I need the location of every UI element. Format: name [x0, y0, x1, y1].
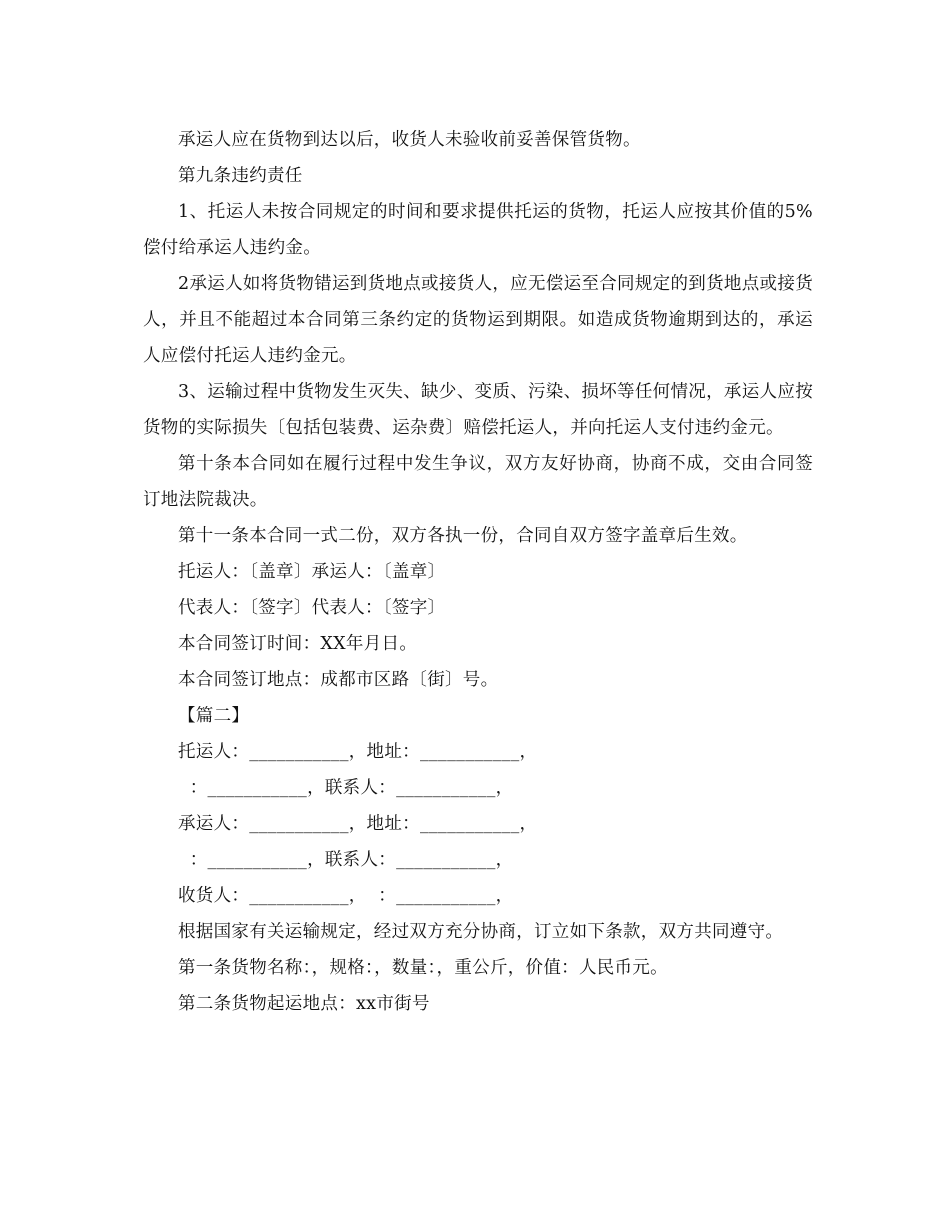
article-11-copies: 第十一条本合同一式二份，双方各执一份，合同自双方签字盖章后生效。 — [178, 526, 748, 546]
shipper-contact-line: ：___________，联系人：___________， — [178, 778, 514, 798]
paragraph-breach-3: 3、运输过程中货物发生灭失、缺少、变质、污染、损坏等任何情况，承运人应按货物的实际损失〔包括包装费、运杂费〕赔偿托运人，并向托运人支付违约金元。 — [143, 382, 813, 438]
carrier-line: 承运人：___________，地址：___________， — [178, 814, 538, 834]
signing-place: 本合同签订地点：成都市区路〔街〕号。 — [178, 670, 499, 690]
signature-representative-line: 代表人：〔签字〕代表人：〔签字〕 — [178, 598, 446, 618]
paragraph-breach-2: 2承运人如将货物错运到货地点或接货人，应无偿运至合同规定的到货地点或接货人，并且不能超过本合同第三条约定的货物运到期限。如造成货物逾期到达的，承运人应偿付托运人违约金元。 — [143, 274, 813, 366]
article-10-dispute: 第十条本合同如在履行过程中发生争议，双方友好协商，协商不成，交由合同签订地法院裁决。 — [143, 454, 813, 510]
section-2-heading: 【篇二】 — [178, 706, 250, 726]
signing-date: 本合同签订时间：XX年月日。 — [178, 634, 418, 654]
shipper-line: 托运人：___________，地址：___________， — [178, 742, 538, 762]
preamble-paragraph: 根据国家有关运输规定，经过双方充分协商，订立如下条款，双方共同遵守。 — [178, 922, 784, 942]
article-9-heading: 第九条违约责任 — [178, 166, 303, 186]
carrier-contact-line: ：___________，联系人：___________， — [178, 850, 514, 870]
paragraph-storage-duty: 承运人应在货物到达以后，收货人未验收前妥善保管货物。 — [178, 130, 641, 150]
article-2-origin: 第二条货物起运地点：xx市街号 — [178, 994, 430, 1014]
document-body — [143, 122, 813, 1022]
consignee-line: 收货人：___________， ：___________， — [178, 886, 514, 906]
article-1-goods: 第一条货物名称：，规格：，数量：，重公斤，价值：人民币元。 — [178, 958, 668, 978]
signature-seal-line: 托运人：〔盖章〕承运人：〔盖章〕 — [178, 562, 446, 582]
paragraph-breach-1: 1、托运人未按合同规定的时间和要求提供托运的货物，托运人应按其价值的5%偿付给承运人违约金。 — [143, 202, 813, 258]
